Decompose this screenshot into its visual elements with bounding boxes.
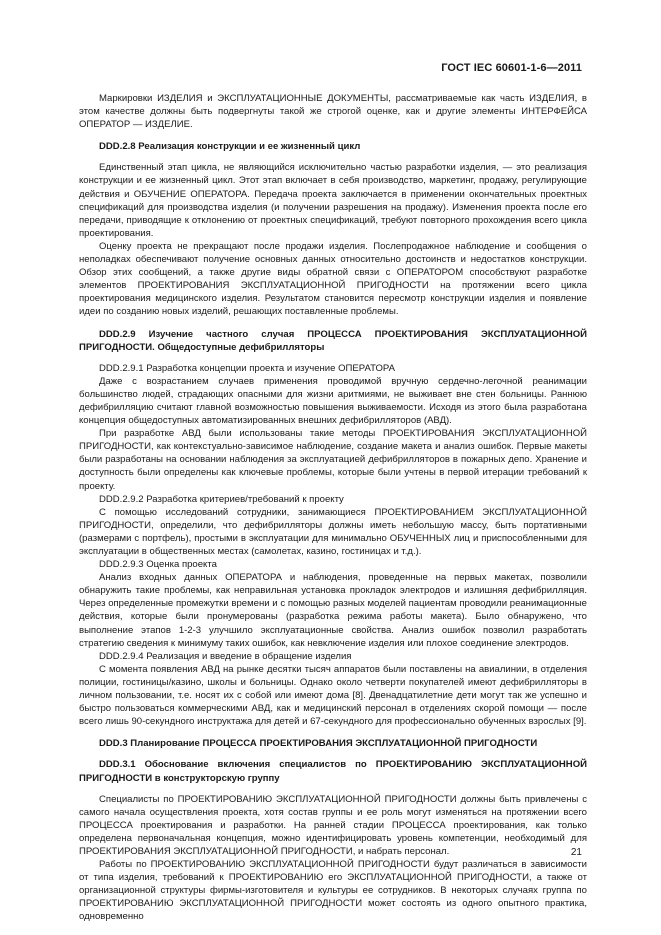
paragraph: С момента появления АВД на рынке десятки тысяч аппаратов были поставлены на авиалинии, в отделения полиции, гостиницы/казино, школы и больницы. Однако около четверти покупателей имеют дефибрилляторы в личном пользовании, т.е. носят их с собой или имеют дома [8]. Двенадцатилетние дети могут так же успешно и быстро пользоваться коммерческими АВД, как и медицинский персонал в отделениях скорой помощи — после всего лишь 90-секундного инструктажа для детей и 67-секундного для профессионально обученных взрослых [9]. (79, 663, 587, 728)
document-body (79, 92, 587, 924)
paragraph: Анализ входных данных ОПЕРАТОРА и наблюдения, проведенные на первых макетах, позволили обнаружить такие проблемы, как неправильная установка прокладок электродов и излишняя дефибрилляция. Через определенные промежутки времени и с помощью разных моделей пациентам проводили реанимационные действия, которые были пронумерованы (разработка режима работы макета). Было обнаружено, что выполнение этапов 1-2-3 улучшило эксплуатационные свойства. Анализ ошибок позволил разработать стратегию сведения к минимуму таких ошибок, как невключение изделия или плохое соединение электродов. (79, 572, 587, 649)
paragraph: Специалисты по ПРОЕКТИРОВАНИЮ ЭКСПЛУАТАЦИОННОЙ ПРИГОДНОСТИ должны быть привлечены с самого начала осуществления проекта, хотя состав группы и ее роль могут изменяться на протяжении всего ПРОЦЕССА проектирования и разработки. На ранней стадии ПРОЦЕССА проектирования, как только определена первоначальная концепция, можно идентифицировать уровень компетенции, необходимый для ПРОЕКТИРОВАНИЯ ЭКСПЛУАТАЦИОННОЙ ПРИГОДНОСТИ, и набрать персонал. (79, 793, 587, 857)
paragraph: Оценку проекта не прекращают после продажи изделия. Послепродажное наблюдение и сообщения о неполадках обеспечивают получение основных данных относительно достоинств и недостатков конструкции. Обзор этих сообщений, а также другие виды обратной связи с ОПЕРАТОРОМ способствуют разработке элементов ПРОЕКТИРОВАНИЯ ЭКСПЛУАТАЦИОННОЙ ПРИГОДНОСТИ на протяжении всего цикла проектирования медицинского изделия. Результатом становится пересмотр конструкции изделия и появление идеи по созданию новых изделий, решающих поставленные проблемы. (79, 240, 587, 318)
paragraph: Единственный этап цикла, не являющийся исключительно частью разработки изделия, — это реализация конструкции и ее жизненный цикл. Этот этап включает в себя производство, маркетинг, продажу, регулирующие действия и ОБУЧЕНИЕ ОПЕРАТОРА. Передача проекта заключается в применении окончательных проектных спецификаций для производства изделия (и получении разрешения на продажу). Изменения проекта после его передачи, приводящие к отклонению от проектных спецификаций, требуют повторного прохождения всего цикла проектирования. (79, 162, 587, 239)
section-heading-ddd-3-1: DDD.3.1 Обоснование включения специалистов по ПРОЕКТИРОВАНИЮ ЭКСПЛУАТАЦИОННОЙ ПРИГОДНОСТИ в конструкторскую группу (79, 759, 587, 784)
subsection-heading-ddd-2-9-4: DDD.2.9.4 Реализация и введение в обращение изделия (99, 650, 352, 662)
subsection-heading-ddd-2-9-1: DDD.2.9.1 Разработка концепции проекта и изучение ОПЕРАТОРА (99, 362, 396, 374)
section-heading-ddd-3: DDD.3 Планирование ПРОЦЕССА ПРОЕКТИРОВАНИЯ ЭКСПЛУАТАЦИОННОЙ ПРИГОДНОСТИ (99, 738, 538, 750)
subsection-heading-ddd-2-9-2: DDD.2.9.2 Разработка критериев/требований к проекту (99, 493, 344, 505)
document-code-header: ГОСТ IEC 60601-1-6—2011 (441, 62, 582, 74)
section-heading-ddd-2-8: DDD.2.8 Реализация конструкции и ее жизненный цикл (99, 141, 361, 153)
page-number: 21 (570, 847, 582, 858)
paragraph: Работы по ПРОЕКТИРОВАНИЮ ЭКСПЛУАТАЦИОННОЙ ПРИГОДНОСТИ будут различаться в зависимости от типа изделия, требований к ПРОЕКТИРОВАНИЮ его ЭКСПЛУАТАЦИОННОЙ ПРИГОДНОСТИ, а также от организационной структуры фирмы-изготовителя и культуры ее сотрудников. В некоторых случаях группа по ПРОЕКТИРОВАНИЮ ЭКСПЛУАТАЦИОННОЙ ПРИГОДНОСТИ может состоять из одного опытного практика, одновременно (79, 859, 587, 923)
subsection-heading-ddd-2-9-3: DDD.2.9.3 Оценка проекта (99, 559, 217, 571)
paragraph: При разработке АВД были использованы такие методы ПРОЕКТИРОВАНИЯ ЭКСПЛУАТАЦИОННОЙ ПРИГОДНОСТИ, как контекстуально-зависимое наблюдение, создание макета и анализ ошибок. Первые макеты были разработаны на основании наблюдения за эксплуатацией дефибрилляторов в пожарных депо. Хранение и доступность были определены как ключевые проблемы, которые были учтены в первой итерации требований к проекту. (79, 428, 587, 492)
paragraph: Даже с возрастанием случаев применения проводимой вручную сердечно-легочной реанимации большинство людей, страдающих опасными для жизни аритмиями, не выживает вне стен больницы. Раннюю дефибрилляцию считают главной возможностью повышения выживаемости. Исходя из этого была разработана концепция общедоступных автоматизированных внешних дефибрилляторов (АВД). (79, 375, 587, 427)
paragraph: Маркировки ИЗДЕЛИЯ и ЭКСПЛУАТАЦИОННЫЕ ДОКУМЕНТЫ, рассматриваемые как часть ИЗДЕЛИЯ, в этом качестве должны быть подвергнуты такой же строгой оценке, как и другие элементы ИНТЕРФЕЙСА ОПЕРАТОР — ИЗДЕЛИЕ. (79, 93, 587, 131)
paragraph: С помощью исследований сотрудники, занимающиеся ПРОЕКТИРОВАНИЕМ ЭКСПЛУАТАЦИОННОЙ ПРИГОДНОСТИ, определили, что дефибрилляторы должны иметь небольшую массу, быть портативными (размерами с портфель), простыми в эксплуатации для минимально ОБУЧЕННЫХ лиц и приспособленными для эксплуатации в общественных местах (самолетах, казино, гостиницах и т.д.). (79, 506, 587, 557)
section-heading-ddd-2-9: DDD.2.9 Изучение частного случая ПРОЦЕССА ПРОЕКТИРОВАНИЯ ЭКСПЛУАТАЦИОННОЙ ПРИГОДНОСТИ. Общедоступные дефибрилляторы (79, 328, 587, 353)
